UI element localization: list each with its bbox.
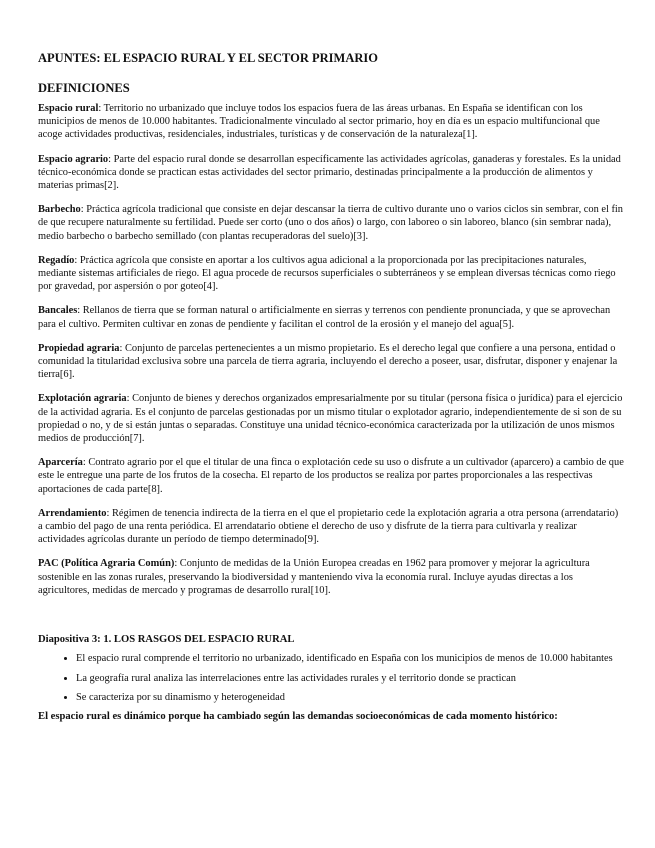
definition-text: : Contrato agrario por el que el titular de una finca o explotación cede su uso o disfrute a un cultivador (aparcero) a cambio de que este le entregue una parte de los frutos de la cosecha. El reparto de los productos se realiza por partes proporcionales a las respectivas aportaciones de cada parte[8]. [38, 457, 624, 495]
definition-term: Propiedad agraria [38, 342, 120, 354]
definition-espacio-rural [38, 102, 625, 142]
definition-text: : Conjunto de medidas de la Unión Europea creadas en 1962 para promover y mejorar la agricultura sostenible en las zonas rurales, preservando la biodiversidad y manteniendo viva la economía rural. Incluye ayudas directas a los agricultores, medidas de mercado y programas de desarrollo rural[10]. [38, 558, 590, 596]
slide-3-title: Diapositiva 3: 1. LOS RASGOS DEL ESPACIO RURAL [38, 634, 295, 646]
definition-regadio [38, 254, 625, 294]
definition-arrendamiento [38, 507, 625, 547]
list-item: • La geografía rural analiza las interrelaciones entre las actividades rurales y el territorio donde se practican [76, 672, 625, 685]
definition-term: Bancales [38, 305, 78, 317]
definition-text: : Conjunto de bienes y derechos organizados empresarialmente por su titular (persona física o jurídica) para el ejercicio de la actividad agraria. Es el conjunto de parcelas gestionadas por un mismo titular o explotador agrario, independientemente de si son de su propiedad o no, y de si están juntas o separadas. Constituye una unidad técnico-económica caracterizada por la utilización de unos mismos medios de producción[7]. [38, 393, 623, 445]
definition-text: : Territorio no urbanizado que incluye todos los espacios fuera de las áreas urbanas. En España se identifican con los municipios de menos de 10.000 habitantes. Tradicionalmente vinculado al sector primario, hoy en día es un espacio multifuncional que acoge actividades productivas, residenciales, industriales, turísticas y de conservación de la naturaleza[1]. [38, 103, 600, 141]
definition-text: : Práctica agrícola que consiste en aportar a los cultivos agua adicional a la proporcionada por las precipitaciones naturales, mediante sistemas artificiales de riego. El agua procede de recursos superficiales o subterráneos y se emplean diversas técnicas como riego por gravedad, por aspersión o por goteo[4]. [38, 254, 616, 293]
definition-term: Explotación agraria [38, 393, 127, 405]
definition-barbecho [38, 203, 625, 243]
definition-text: : Conjunto de parcelas pertenecientes a un mismo propietario. Es el derecho legal que confiere a una persona, entidad o comunidad la titularidad exclusiva sobre una parcela de tierra agraria, incluyendo el derecho a poseer, usar, disfrutar, disponer y enajenar la tierra[6]. [38, 342, 618, 381]
list-item: • Se caracteriza por su dinamismo y heterogeneidad [76, 691, 625, 704]
definition-bancales [38, 304, 625, 330]
definition-espacio-agrario [38, 153, 625, 193]
definition-text: : Régimen de tenencia indirecta de la tierra en el que el propietario cede la explotación agraria a otra persona (arrendatario) a cambio del pago de una renta periódica. El arrendatario obtiene el derecho de uso y disfrute de la tierra para cultivarla y realizar actividades agrícolas durante un período de tiempo determinado[9]. [38, 507, 619, 546]
definition-term: Aparcería [38, 457, 83, 469]
document-title: APUNTES: EL ESPACIO RURAL Y EL SECTOR PRIMARIO [38, 51, 378, 65]
definition-term: Barbecho [38, 204, 81, 216]
definition-aparceria [38, 456, 625, 496]
definition-term: Regadío [38, 254, 75, 266]
slide-3-bullet-list [38, 652, 625, 704]
definition-text: : Parte del espacio rural donde se desarrollan específicamente las actividades agrícolas, ganaderas y forestales. Es la unidad técnico-económica donde se practican estas actividades del sector primario, destinadas principalmente a la producción de alimentos y materias primas[2]. [38, 153, 621, 192]
definition-term: PAC (Política Agraria Común) [38, 558, 175, 570]
definition-term: Espacio rural [38, 103, 99, 114]
spacer [38, 608, 625, 633]
definition-pac [38, 557, 625, 597]
definition-text: : Rellanos de tierra que se forman natural o artificialmente en sierras y terrenos con pendiente pronunciada, y que se aprovechan para el cultivo. Permiten cultivar en zonas de pendiente y facilitan el control de la erosión y el manejo del agua[5]. [38, 305, 611, 330]
definition-text: : Práctica agrícola tradicional que consiste en dejar descansar la tierra de cultivo durante uno o varios ciclos sin sembrar, con el fin de que recupere naturalmente su fertilidad. Puede ser corto (uno o dos años) o largo, con laboreo o sin laboreo, blanco (sin sembrar nada), medio barbecho o barbecho semillado (con plantas recuperadoras del suelo)[3]. [38, 204, 624, 242]
definition-term: Arrendamiento [38, 507, 107, 519]
slide-3-closing-statement: El espacio rural es dinámico porque ha cambiado según las demandas socioeconómicas de cada momento histórico: [38, 710, 558, 722]
section-heading: DEFINICIONES [38, 81, 130, 95]
definition-propiedad-agraria [38, 342, 625, 382]
list-item: • El espacio rural comprende el territorio no urbanizado, identificado en España con los municipios de menos de 10.000 habitantes [76, 652, 625, 665]
definition-explotacion-agraria [38, 392, 625, 445]
definition-term: Espacio agrario [38, 153, 109, 165]
